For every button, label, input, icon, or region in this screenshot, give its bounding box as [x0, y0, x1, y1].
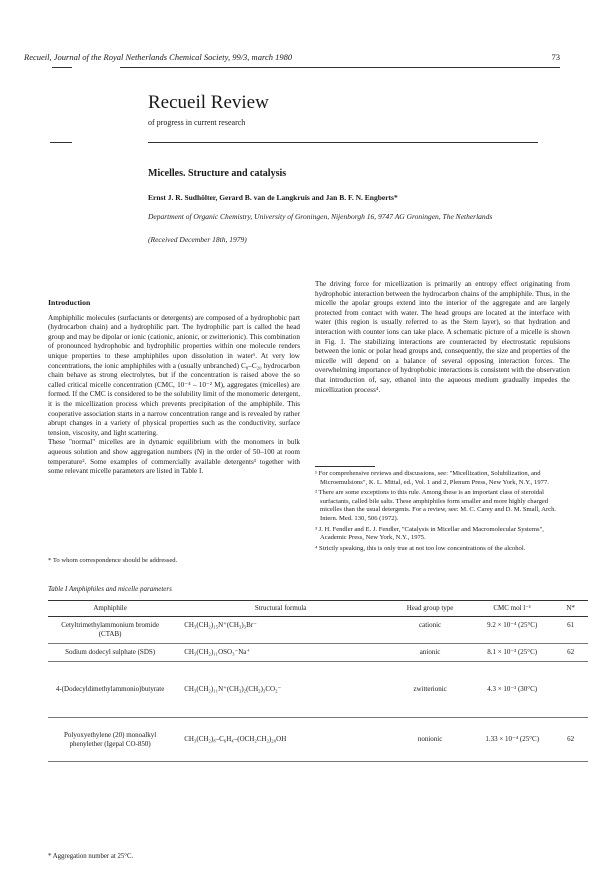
- cell-n: 62: [553, 718, 588, 762]
- cell-formula: CH₃(CH₂)₁₁N⁺(CH₃)₂(CH₂)₃CO₂⁻: [172, 662, 389, 718]
- cell-head-group: anionic: [389, 644, 471, 662]
- footnote-1: ¹ For comprehensive reviews and discussions, see: "Micellization, Solubilization, and Microemulsions", K. L. Mittal, ed., Vol. 1 and 2, Plenum Press, New York, N.Y., 1977.: [315, 470, 549, 486]
- correspondence-footnote: * To whom correspondence should be addressed.: [48, 557, 178, 564]
- driving-force-paragraph: The driving force for micellization is primarily an entropy effect originating from hydrophobic interaction between the hydrocarbon chains of the amphiphile. Thus, in the micelle the apolar groups extend into the interior of the aggregate and are largely protected from contact with water. The head groups are located at the interface with water (this region is usually referred to as the Stern layer), so that hydration and interaction with counter ions can take place. A schematic picture of a micelle is shown in Fig. 1. The stabilizing interactions are counteracted by electrostatic repulsions between the ionic or polar head groups and, consequently, the size and properties of the micelle will depend on a balance of several opposing interaction forces. The overwhelming importance of hydrophobic interactions is consistent with the observation that introduction of, say, ethanol into the aqueous medium gradually impedes the micellization process⁴.: [315, 280, 570, 394]
- article-title: Micelles. Structure and catalysis: [148, 168, 287, 179]
- footnote-4: ⁴ Strictly speaking, this is only true at not too low concentrations of the alcohol.: [315, 544, 526, 552]
- cell-cmc: 1.33 × 10⁻⁴ (25°C): [471, 718, 553, 762]
- cell-head-group: nonionic: [389, 718, 471, 762]
- col-header-n: N*: [553, 601, 588, 617]
- header-rule: [52, 67, 72, 68]
- article-affiliation: Department of Organic Chemistry, University of Groningen, Nijenborgh 16, 9747 AG Groningen, The Netherlands: [148, 212, 493, 221]
- journal-citation: Recueil, Journal of the Royal Netherlands Chemical Society, 99/3, march 1980: [24, 52, 293, 62]
- col-header-head-group: Head group type: [389, 601, 471, 617]
- left-column: [48, 298, 300, 477]
- table-row: [48, 662, 588, 718]
- running-header: [24, 52, 560, 62]
- intro-paragraph-1: Amphiphilic molecules (surfactants or detergents) are composed of a hydrophobic part (hydrocarbon chain) and a hydrophilic part. The hydrophilic part is called the head group and may be dipolar or ionic (cationic, anionic, or zwitterionic). This combination of pronounced hydrophobic and hydrophilic properties within one molecule renders unique properties to these amphiphiles upon dissolution in water¹. At very low concentrations, the ionic amphiphiles with a (usually unbranched) C₈–C₂₀ hydrocarbon chain behave as strong electrolytes, but if the concentration is raised above the so called critical micelle concentration (CMC, 10⁻⁴ – 10⁻² M), aggregates (micelles) are formed. If the CMC is considered to be the solubility limit of the monomeric detergent, it is the micellization process which prevents precipitation of the amphiphile. This cooperative association starts in a narrow concentration range and is revealed by rather abrupt changes in a variety of physical properties such as the conductivity, surface tension, viscosity, and light scattering.: [48, 313, 300, 437]
- cell-n: 62: [553, 644, 588, 662]
- cell-amphiphile: Sodium dodecyl sulphate (SDS): [48, 644, 172, 662]
- header-rule-long: [120, 67, 560, 68]
- footnotes: [315, 470, 570, 555]
- col-header-amphiphile: Amphiphile: [48, 601, 172, 617]
- page-number: 73: [551, 52, 560, 62]
- intro-paragraph-2: These "normal" micelles are in dynamic equilibrium with the monomers in bulk aqueous solution and show aggregation numbers (N) in the order of 50–100 at room temperature². Some examples of commercially available detergents³ together with some relevant micelle parameters are listed in Table I.: [48, 438, 300, 476]
- cell-cmc: 4.3 × 10⁻³ (30°C): [471, 662, 553, 718]
- footnote-rule: [315, 466, 375, 467]
- cell-n: [553, 662, 588, 718]
- right-column: [315, 280, 570, 395]
- cell-n: 61: [553, 617, 588, 644]
- masthead-title: Recueil Review: [148, 92, 269, 113]
- cell-amphiphile: 4-(Dodecyldimethylammonio)butyrate: [48, 662, 172, 718]
- table-row: [48, 718, 588, 762]
- cell-head-group: cationic: [389, 617, 471, 644]
- cell-formula: CH₃(CH₂)₈–C₆H₄–(OCH₂CH₂)₂₀OH: [172, 718, 389, 762]
- footnote-2: ² There are some exceptions to this rule. Among these is an important class of steroidal surfactants, called bile salts. These amphiphiles form smaller and more highly charged micelles than the usual detergents. For a review, see: M. C. Carey and D. M. Small, Arch. Intern. Med. 130, 506 (1972).: [315, 489, 557, 522]
- col-header-cmc: CMC mol l⁻¹: [471, 601, 553, 617]
- article-authors: Ernst J. R. Sudhölter, Gerard B. van de Langkruis and Jan B. F. N. Engberts*: [148, 193, 398, 202]
- cell-cmc: 8.1 × 10⁻³ (25°C): [471, 644, 553, 662]
- cell-cmc: 9.2 × 10⁻⁴ (25°C): [471, 617, 553, 644]
- table-row: [48, 644, 588, 662]
- cell-formula: CH₃(CH₂)₁₅N⁺(CH₃)₃Br⁻: [172, 617, 389, 644]
- table-caption: Table I Amphiphiles and micelle parameters: [48, 585, 172, 593]
- article-received-date: (Received December 18th, 1979): [148, 235, 247, 244]
- cell-amphiphile: Cetyltrimethylammonium bromide (CTAB): [48, 617, 172, 644]
- table-footnote: * Aggregation number at 25°C.: [48, 853, 134, 860]
- masthead-rule-left: [50, 142, 72, 143]
- cell-head-group: zwitterionic: [389, 662, 471, 718]
- table-row: [48, 617, 588, 644]
- section-heading: Introduction: [48, 298, 91, 307]
- amphiphile-table: [48, 600, 588, 762]
- footnote-3: ³ J. H. Fendler and E. J. Fendler, "Catalysis in Micellar and Macromolecular Systems", Academic Press, New York, N.Y., 1975.: [315, 525, 544, 542]
- cell-formula: CH₃(CH₂)₁₁OSO₃⁻Na⁺: [172, 644, 389, 662]
- table-header-row: [48, 601, 588, 617]
- masthead-subtitle: of progress in current research: [148, 118, 246, 127]
- cell-amphiphile: Polyoxyethylene (20) monoalkyl phenylether (Igepal CO-850): [48, 718, 172, 762]
- col-header-formula: Structural formula: [172, 601, 389, 617]
- masthead-rule: [148, 142, 538, 143]
